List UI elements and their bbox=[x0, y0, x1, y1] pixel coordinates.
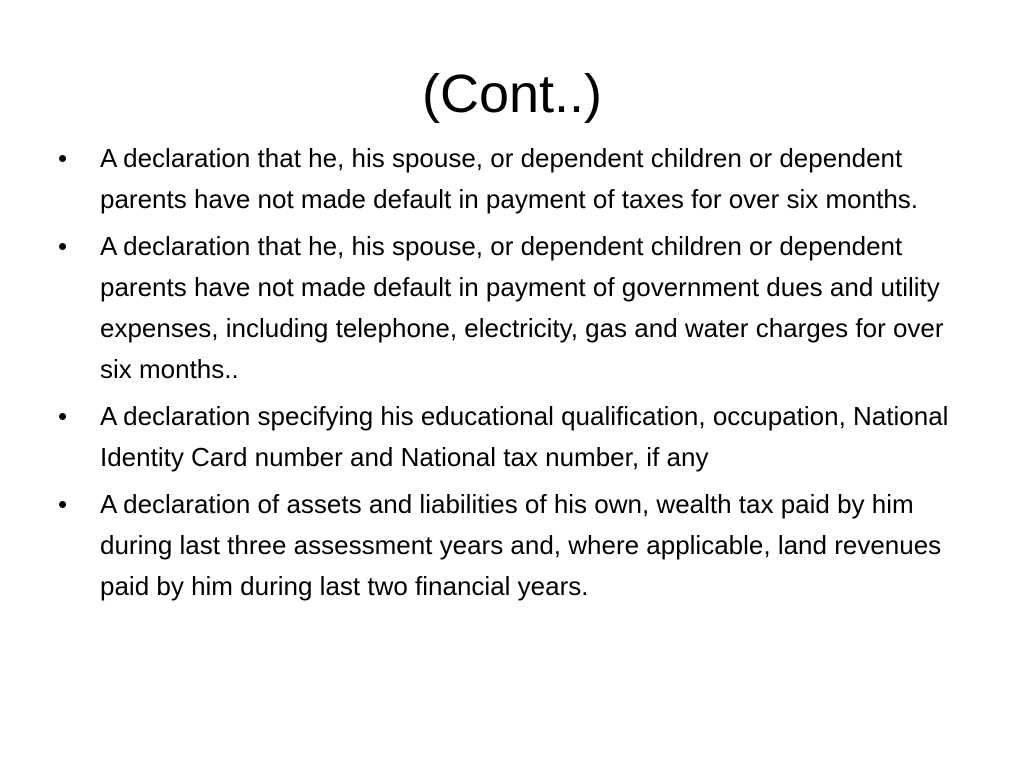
bullet-icon: • bbox=[58, 489, 68, 519]
bullet-icon: • bbox=[58, 231, 68, 261]
bullet-item bbox=[56, 226, 976, 390]
bullet-icon: • bbox=[58, 401, 68, 431]
bullet-text: A declaration that he, his spouse, or dependent children or dependent parents have not made default in payment of taxes for over six months. bbox=[100, 143, 918, 214]
bullet-text: A declaration of assets and liabilities of his own, wealth tax paid by him during last three assessment years and, where applicable, land revenues paid by him during last two financial years. bbox=[100, 489, 942, 601]
bullet-text: A declaration specifying his educational qualification, occupation, National Identity Card number and National tax number, if any bbox=[100, 401, 949, 472]
bullet-item bbox=[56, 484, 976, 607]
bullet-icon: • bbox=[58, 143, 68, 173]
slide-title: (Cont..) bbox=[421, 64, 603, 124]
bullet-text: A declaration that he, his spouse, or dependent children or dependent parents have not made default in payment of government dues and utility expenses, including telephone, electricity, gas and water charges for over six months.. bbox=[100, 231, 944, 384]
bullet-item bbox=[56, 396, 976, 478]
bullet-list bbox=[56, 138, 976, 613]
bullet-item bbox=[56, 138, 976, 220]
